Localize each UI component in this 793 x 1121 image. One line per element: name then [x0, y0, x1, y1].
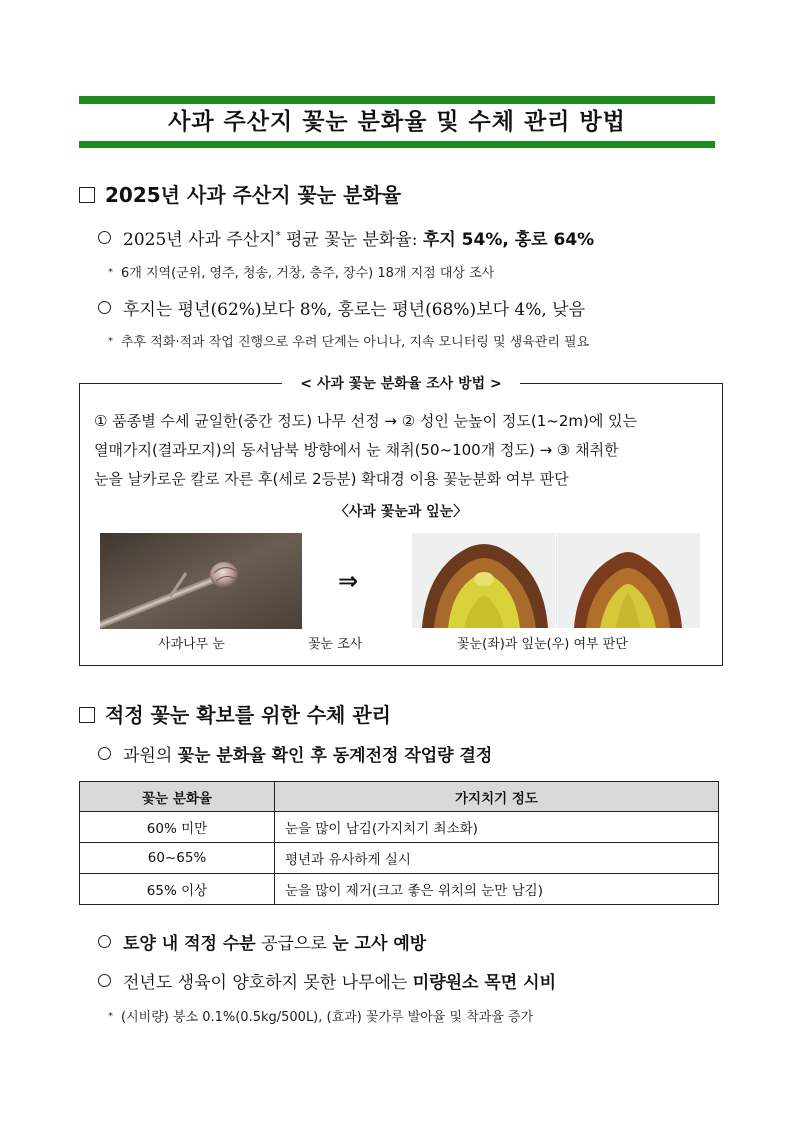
s1b1-prefix: 2025년 사과 주산지: [123, 230, 276, 250]
arrow-right: ⇒: [338, 567, 359, 595]
survey-step-line-2: 열매가지(결과모지)의 동서남북 방향에서 눈 채취(50~100개 정도) → ③ 채취한: [94, 441, 619, 459]
survey-method-box: [79, 376, 723, 666]
table-header-cell: 가지치기 정도: [275, 782, 719, 812]
s1n2-text: 추후 적화·적과 작업 진행으로 우려 단계는 아니나, 지속 모니터링 및 생육관리 필요: [121, 335, 590, 350]
table-cell: 60~65%: [80, 843, 275, 874]
circle-bullet-icon: [98, 301, 111, 314]
table-cell: 눈을 많이 제거(크고 좋은 위치의 눈만 남김): [275, 874, 719, 905]
circle-bullet-icon: [98, 974, 111, 987]
section1-note-1: [108, 262, 494, 281]
s2b3-bold: 미량원소 목면 시비: [412, 973, 556, 993]
section2-heading: [79, 699, 391, 728]
section2-note-1: [108, 1006, 533, 1025]
label-bud-survey: 꽃눈 조사: [308, 637, 363, 652]
s1b1-mid: 평균 꽃눈 분화율:: [280, 230, 423, 250]
s2b2-bold2: 눈 고사 예방: [332, 934, 427, 954]
checkbox-square-icon: [79, 187, 95, 203]
s2n1-text: (시비량) 붕소 0.1%(0.5kg/500L), (효과) 꽃가루 발아율 및 착과율 증가: [121, 1010, 534, 1025]
checkbox-square-icon: [79, 707, 95, 723]
section2-bullet-3: [98, 968, 556, 993]
section1-note-2: [108, 331, 589, 350]
section1-heading-text: 2025년 사과 주산지 꽃눈 분화율: [105, 183, 402, 207]
note-star: *: [108, 267, 113, 278]
section2-heading-text: 적정 꽃눈 확보를 위한 수체 관리: [105, 703, 391, 727]
section2-bullet-2: [98, 929, 426, 954]
note-star: *: [108, 1011, 113, 1022]
section1-bullet-1: [98, 225, 594, 250]
table-row: [80, 874, 719, 905]
table-row: [80, 843, 719, 874]
label-bud-judgement: 꽃눈(좌)과 잎눈(우) 여부 판단: [457, 637, 628, 652]
title-bottom-bar: [79, 141, 715, 148]
table-cell: 눈을 많이 남김(가지치기 최소화): [275, 812, 719, 843]
table-header-row: [80, 782, 719, 812]
s1b1-sup: *: [275, 230, 281, 242]
table-cell: 60% 미만: [80, 812, 275, 843]
flower-bud-cut-photo: [412, 533, 555, 628]
circle-bullet-icon: [98, 935, 111, 948]
survey-title-text: < 사과 꽃눈 분화율 조사 방법 >: [282, 376, 519, 392]
s1b2-text: 후지는 평년(62%)보다 8%, 홍로는 평년(68%)보다 4%, 낮음: [123, 300, 586, 320]
survey-step-line-1: ① 품종별 수세 균일한(중간 정도) 나무 선정 → ② 성인 눈높이 정도(1~2m)에 있는: [94, 412, 638, 430]
survey-step-line-3: 눈을 날카로운 칼로 자른 후(세로 2등분) 확대경 이용 꽃눈분화 여부 판단: [94, 470, 569, 488]
table-cell: 평년과 유사하게 실시: [275, 843, 719, 874]
circle-bullet-icon: [98, 747, 111, 760]
page-title: 사과 주산지 꽃눈 분화율 및 수체 관리 방법: [168, 109, 626, 135]
pruning-table: [79, 781, 719, 905]
section1-heading: [79, 179, 401, 208]
note-star: *: [108, 336, 113, 347]
image-caption: 〈사과 꽃눈과 잎눈〉: [334, 504, 468, 520]
table-cell: 65% 이상: [80, 874, 275, 905]
survey-title: [80, 373, 722, 393]
table-header-cell: 꽃눈 분화율: [80, 782, 275, 812]
s1b1-bold: 후지 54%, 홍로 64%: [422, 230, 595, 250]
section2-bullet-1: [98, 741, 492, 766]
label-apple-bud: 사과나무 눈: [158, 637, 225, 652]
title-top-bar: [79, 96, 715, 104]
apple-bud-photo: [100, 533, 302, 629]
circle-bullet-icon: [98, 231, 111, 244]
s2b2-bold1: 토양 내 적정 수분: [123, 934, 256, 954]
s2b1-plain: 과원의: [123, 746, 178, 766]
table-row: [80, 812, 719, 843]
s1n1-text: 6개 지역(군위, 영주, 청송, 거창, 충주, 장수) 18개 지점 대상 조사: [121, 266, 495, 281]
section1-bullet-2: [98, 295, 585, 320]
s2b1-bold: 꽃눈 분화율 확인 후 동계전정 작업량 결정: [177, 746, 493, 766]
survey-steps: [94, 407, 706, 494]
leaf-bud-cut-photo: [556, 533, 700, 628]
s2b2-plain: 공급으로: [255, 934, 333, 954]
s2b3-plain: 전년도 생육이 양호하지 못한 나무에는: [123, 973, 413, 993]
